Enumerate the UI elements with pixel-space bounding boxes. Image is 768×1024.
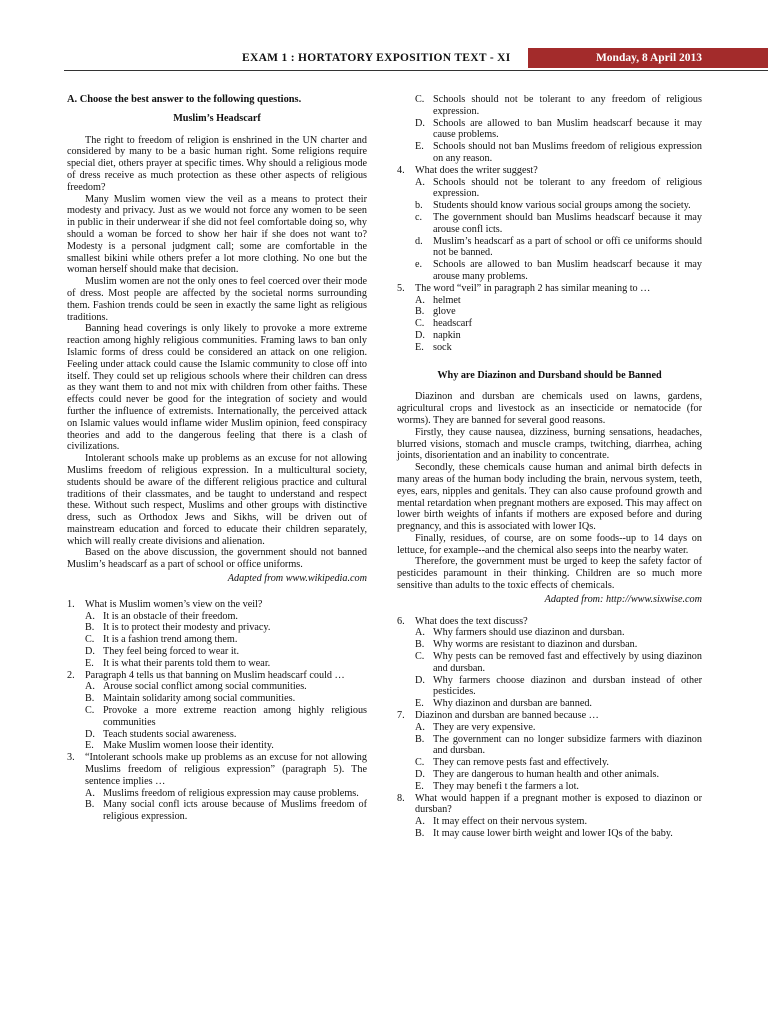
option-letter: C. (415, 757, 425, 769)
option-letter: E. (415, 698, 424, 710)
question-number: 8. (397, 792, 405, 804)
passage1-paragraph: Muslim women are not the only ones to feel coerced over their mode of dress. Most people are affected by the societal norms surrounding them. Fashion trends could be seen in exactly the same light as religious traditions. (67, 276, 367, 323)
answer-option (397, 330, 702, 342)
option-letter: A. (415, 294, 425, 306)
passage1-title: Muslim’s Headscarf (173, 112, 261, 124)
question-stem (397, 710, 702, 722)
option-letter: C. (415, 94, 425, 105)
option-letter: E. (415, 141, 424, 153)
option-text: Maintain solidarity among social communities. (103, 693, 296, 705)
option-text: They feel being forced to wear it. (103, 646, 240, 658)
passage2-paragraph: Therefore, the government must be urged to keep the safety factor of pesticides paramount in their thinking. Children are so much more sensitive than adults to the toxic effects of chemicals. (397, 556, 702, 592)
question (397, 165, 702, 283)
option-letter: B. (415, 733, 425, 745)
option-text: It is what their parents told them to wear. (103, 657, 271, 669)
question-text: Diazinon and dursban are banned because … (415, 710, 599, 722)
option-letter: A. (85, 610, 95, 622)
passage1-body (67, 135, 367, 571)
answer-option (397, 94, 702, 118)
answer-option (397, 212, 702, 236)
option-text: It may effect on their nervous system. (433, 816, 587, 828)
option-letter: A. (415, 176, 425, 188)
passage1-paragraph: Many Muslim women view the veil as a means to protect their modesty and privacy. Just as we would not force any women to be seen in public in their underwear if she did not feel comfortable doing so, why should a woman be forced to show her hair if she does not want to? Modesty is a personal judgment call; some are comfortable in the smallest bikini while others prefer a lot more clothing. No one but the woman herself should make that decision. (67, 193, 367, 276)
exam-title: EXAM 1 : HORTATORY EXPOSITION TEXT - XI (242, 52, 511, 64)
answer-option (67, 611, 367, 623)
option-letter: D. (85, 646, 95, 658)
option-letter: C. (85, 705, 95, 717)
answer-option (397, 627, 702, 639)
option-text: Schools should not be tolerant to any freedom of religious expression. (433, 176, 702, 200)
answer-option (67, 740, 367, 752)
option-text: headscarf (433, 318, 473, 330)
passage1-source: Adapted from www.wikipedia.com (227, 573, 367, 585)
passage2-paragraph: Finally, residues, of course, are on some foods--up to 14 days on lettuce, for example--and the chemical also seeps into the nearby water. (397, 532, 702, 556)
answer-option (397, 295, 702, 307)
answer-option (397, 769, 702, 781)
option-letter: D. (415, 117, 425, 129)
passage1-paragraph: Intolerant schools make up problems as an excuse for not allowing Muslims freedom of religious expression. In a multicultural society, students should be aware of the different religious practice and cultural traditions of their classmates, and be taught to understand and respect these. Without such respect, Muslims and other groups with distinctive dress, such as Orthodox Jews and Sikhs, will be driven out of mainstream education and forced to educate their children separately, which will really create divisions and alienation. (67, 453, 367, 547)
option-letter: B. (415, 828, 425, 840)
question-text: What is Muslim women’s view on the veil? (85, 598, 263, 610)
answer-option (397, 141, 702, 165)
question (397, 616, 702, 710)
option-letter: e. (415, 259, 423, 271)
option-text: Schools should not be tolerant to any freedom of religious expression. (433, 94, 702, 117)
option-letter: E. (85, 657, 94, 669)
passage1-paragraph: The right to freedom of religion is enshrined in the UN charter and considered by many to be a basic human right. Some religions require special diet, others prayer at specific times. Why should a religious mode of dress receive as much protection as these other aspects of religious freedom? (67, 134, 367, 193)
question (67, 752, 367, 823)
option-letter: b. (415, 200, 423, 212)
option-letter: E. (415, 780, 424, 792)
option-text: napkin (433, 329, 461, 341)
answer-option (67, 705, 367, 729)
option-letter: C. (85, 634, 95, 646)
question-number: 1. (67, 598, 75, 610)
answer-option (397, 698, 702, 710)
option-letter: D. (415, 674, 425, 686)
answer-option (67, 646, 367, 658)
question-number: 7. (397, 710, 405, 722)
option-text: They can remove pests fast and effectively. (433, 757, 609, 769)
option-text: Arouse social conflict among social communities. (103, 681, 307, 693)
questions-right-b (397, 616, 702, 840)
option-text: sock (433, 341, 452, 353)
option-text: Schools are allowed to ban Muslim headscarf because it may arouse many problems. (433, 259, 702, 282)
answer-option (397, 781, 702, 793)
question-stem (67, 752, 367, 787)
passage2-body (397, 391, 702, 592)
question-stem (397, 793, 702, 817)
passage2-source: Adapted from: http://www.sixwise.com (544, 593, 702, 605)
answer-option (397, 828, 702, 840)
option-text: helmet (433, 294, 461, 306)
option-text: It is an obstacle of their freedom. (103, 610, 238, 622)
question-number: 6. (397, 615, 405, 627)
question-stem (67, 670, 367, 682)
question-text: What does the writer suggest? (415, 164, 538, 176)
answer-option (67, 658, 367, 670)
option-letter: C. (415, 318, 425, 330)
question (397, 793, 702, 840)
option-text: Why farmers choose diazinon and dursban instead of other pesticides. (433, 674, 702, 698)
question-stem (397, 165, 702, 177)
option-text: The government can no longer subsidize farmers with diazinon and dursban. (433, 733, 702, 757)
answer-option (397, 722, 702, 734)
option-text: They may benefi t the farmers a lot. (433, 780, 579, 792)
question-text: Paragraph 4 tells us that banning on Muslim headscarf could … (85, 669, 345, 681)
option-text: Schools should not ban Muslims freedom of religious expression on any reason. (433, 141, 702, 164)
answer-option (397, 816, 702, 828)
answer-option (397, 734, 702, 758)
option-letter: E. (85, 740, 94, 752)
option-text: Teach students social awareness. (103, 728, 237, 740)
passage2-paragraph: Diazinon and dursban are chemicals used on lawns, gardens, agricultural crops and livestock as an insecticide or nematocide (for worms). They are banned for several good reasons. (397, 391, 702, 426)
option-text: Why farmers should use diazinon and dursban. (433, 627, 625, 639)
option-letter: B. (415, 306, 425, 318)
answer-option (67, 788, 367, 800)
question-stem (397, 616, 702, 628)
answer-option (397, 177, 702, 201)
question (67, 599, 367, 670)
option-letter: A. (85, 681, 95, 693)
option-letter: B. (85, 693, 95, 705)
answer-option (67, 799, 367, 823)
question-number: 4. (397, 164, 405, 176)
answer-option (397, 342, 702, 354)
answer-option (67, 681, 367, 693)
question-text: The word “veil” in paragraph 2 has similar meaning to … (415, 282, 651, 294)
question-stem (397, 283, 702, 295)
option-letter: A. (415, 627, 425, 639)
option-text: Why worms are resistant to diazinon and dursban. (433, 639, 638, 651)
option-letter: A. (415, 721, 425, 733)
question-number: 5. (397, 282, 405, 294)
option-text: Make Muslim women loose their identity. (103, 740, 274, 752)
option-letter: c. (415, 211, 423, 223)
option-letter: C. (415, 651, 425, 663)
option-text: Why pests can be removed fast and effectively by using diazinon and dursban. (433, 651, 702, 674)
question-number: 2. (67, 669, 75, 681)
option-letter: B. (85, 799, 95, 811)
answer-option (397, 639, 702, 651)
passage2-title: Why are Diazinon and Dursband should be Banned (437, 369, 662, 381)
option-text: Why diazinon and dursban are banned. (433, 698, 592, 710)
answer-option (397, 200, 702, 212)
option-text: It is to protect their modesty and privacy. (103, 622, 271, 634)
option-text: Muslim’s headscarf as a part of school or offi ce uniforms should not be banned. (433, 235, 702, 259)
section-instruction: A. Choose the best answer to the following questions. (67, 94, 302, 105)
question-text: What does the text discuss? (415, 615, 528, 627)
option-text: It may cause lower birth weight and lower IQs of the baby. (433, 828, 673, 840)
question-stem (67, 599, 367, 611)
question (67, 670, 367, 753)
question-text: “Intolerant schools make up problems as an excuse for not allowing Muslims freedom of religious expression” (paragraph 5). The sentence implies … (85, 752, 367, 787)
option-text: Muslims freedom of religious expression may cause problems. (103, 787, 359, 799)
answer-option (397, 236, 702, 260)
answer-option (67, 622, 367, 634)
question-number: 3. (67, 752, 75, 764)
passage2-paragraph: Firstly, they cause nausea, dizziness, burning sensations, headaches, blurred visions, stomach and muscle cramps, twitching, diarrhea, aching joints, disorientation and an inability to concentrate. (397, 426, 702, 462)
right-column (397, 94, 702, 840)
option-text: Schools are allowed to ban Muslim headscarf because it may cause problems. (433, 117, 702, 141)
answer-option (67, 634, 367, 646)
option-letter: B. (415, 639, 425, 651)
passage2-paragraph: Secondly, these chemicals cause human and animal birth defects in many areas of the human body including the brain, nervous system, teeth, eyes, ears, nipples and genitals. They can also cause profound growth and mental retardation when pregnant mothers are exposed. This may affect on lower birth weights of infants if mothers are exposed before and during pregnancy, and this is associated with lower IQs. (397, 462, 702, 533)
answer-option (67, 729, 367, 741)
option-letter: d. (415, 235, 423, 247)
option-text: Students should know various social groups among the society. (433, 200, 691, 212)
option-text: glove (433, 306, 456, 318)
option-text: They are very expensive. (433, 721, 536, 733)
passage1-paragraph: Based on the above discussion, the government should not banned Muslim’s headscarf as a part of school or office uniforms. (67, 547, 367, 571)
option-letter: D. (415, 329, 425, 341)
option-letter: D. (415, 769, 425, 781)
option-text: Provoke a more extreme reaction among highly religious communities (103, 705, 367, 728)
option-letter: A. (85, 787, 95, 799)
option-text: It is a fashion trend among them. (103, 634, 238, 646)
passage1-paragraph: Banning head coverings is only likely to provoke a more extreme reaction among highly religious communities. Framing laws to ban only Islamic forms of dress could be considered an attack on one religion. Feeling under attack could cause the Islamic community to close off into itself. They could set up religious schools where their children can dress as they want them to and not mix with children from other faiths. These effects could never be good for the integration of society and would further the influence of extremists. Internationally, the perceived attack on Islamic values would inflame wider Muslim opinion, feed conspiracy theories and add to the dangerous feeling that there is a clash of civilizations. (67, 323, 367, 453)
question-3-continued (397, 94, 702, 165)
questions-left (67, 599, 367, 823)
option-letter: B. (85, 622, 95, 634)
left-column (67, 94, 367, 823)
date-badge: Monday, 8 April 2013 (528, 48, 768, 68)
header-divider (64, 70, 768, 71)
question (397, 710, 702, 793)
answer-option (397, 651, 702, 675)
answer-option (397, 757, 702, 769)
question-text: What would happen if a pregnant mother is exposed to diazinon or dursban? (415, 792, 702, 816)
option-text: They are dangerous to human health and other animals. (433, 769, 660, 781)
answer-option (397, 118, 702, 142)
questions-right-a (397, 165, 702, 354)
answer-option (397, 306, 702, 318)
option-text: Many social confl icts arouse because of Muslims freedom of religious expression. (103, 799, 367, 823)
option-letter: A. (415, 816, 425, 828)
answer-option (397, 259, 702, 283)
answer-option (397, 318, 702, 330)
option-text: The government should ban Muslims headscarf because it may arouse confl icts. (433, 211, 702, 235)
option-letter: D. (85, 728, 95, 740)
option-letter: E. (415, 341, 424, 353)
answer-option (397, 675, 702, 699)
answer-option (67, 693, 367, 705)
question (397, 283, 702, 354)
